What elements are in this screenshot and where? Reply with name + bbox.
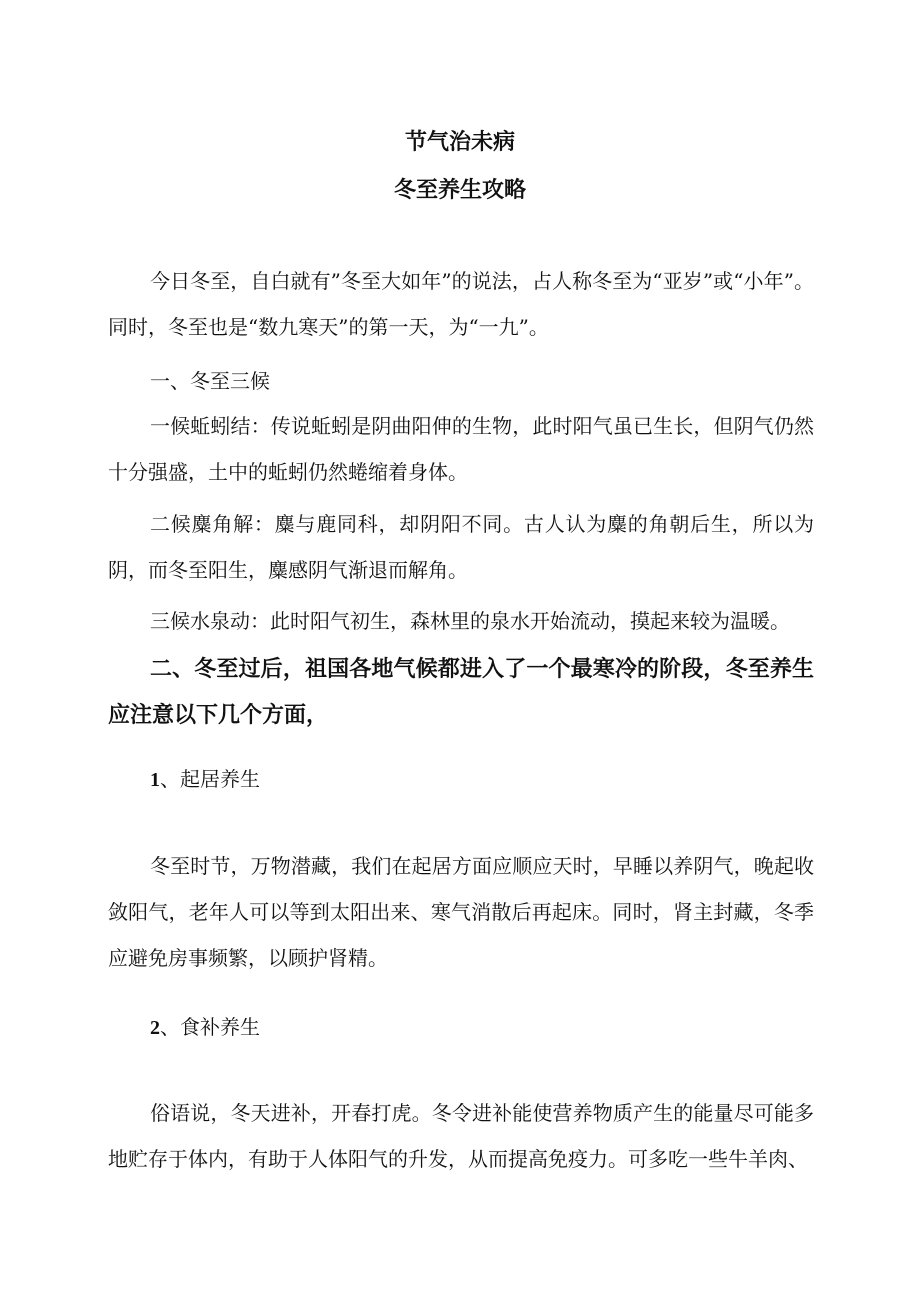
hou2-paragraph: 二候麋角解：麋与鹿同科，却阴阳不同。古人认为麋的角朝后生，所以为阴，而冬至阳生，麋感阴气渐退而解角。 bbox=[108, 512, 814, 582]
sub1-label: 、起居养生 bbox=[160, 767, 260, 791]
section2-heading: 二、冬至过后，祖国各地气候都进入了一个最寒冷的阶段，冬至养生应注意以下几个方面， bbox=[108, 657, 814, 728]
sub2-heading bbox=[150, 1012, 260, 1043]
section1-heading: 一、冬至三候 bbox=[150, 369, 270, 393]
sub1-heading bbox=[150, 764, 260, 795]
doc-title-line1: 节气治未病 bbox=[404, 130, 515, 155]
sub1-paragraph: 冬至时节，万物潜藏，我们在起居方面应顺应天时，早睡以养阴气，晚起收敛阳气，老年人可以等到太阳出来、寒气消散后再起床。同时，肾主封藏，冬季应避免房事频繁，以顾护肾精。 bbox=[108, 854, 814, 970]
sub2-number: 2 bbox=[150, 1017, 160, 1039]
doc-title-line2: 冬至养生攻略 bbox=[393, 178, 526, 203]
sub1-number: 1 bbox=[150, 769, 160, 791]
intro-paragraph: 今日冬至，自白就有”冬至大如年”的说法，占人称冬至为“亚岁”或“小年”。同时，冬至也是“数九寒天”的第一天，为“一九”。 bbox=[108, 269, 814, 339]
hou1-paragraph: 一候蚯蚓结：传说蚯蚓是阴曲阳伸的生物，此时阳气虽已生长，但阴气仍然十分强盛，土中的蚯蚓仍然蜷缩着身体。 bbox=[108, 414, 814, 484]
sub2-paragraph: 俗语说，冬天进补，开春打虎。冬令进补能使营养物质产生的能量尽可能多地贮存于体内，有助于人体阳气的升发，从而提高免疫力。可多吃一些牛羊肉、 bbox=[108, 1101, 814, 1171]
hou3-paragraph: 三候水泉动：此时阳气初生，森林里的泉水开始流动，摸起来较为温暖。 bbox=[150, 609, 790, 633]
sub2-label: 、食补养生 bbox=[160, 1015, 260, 1039]
